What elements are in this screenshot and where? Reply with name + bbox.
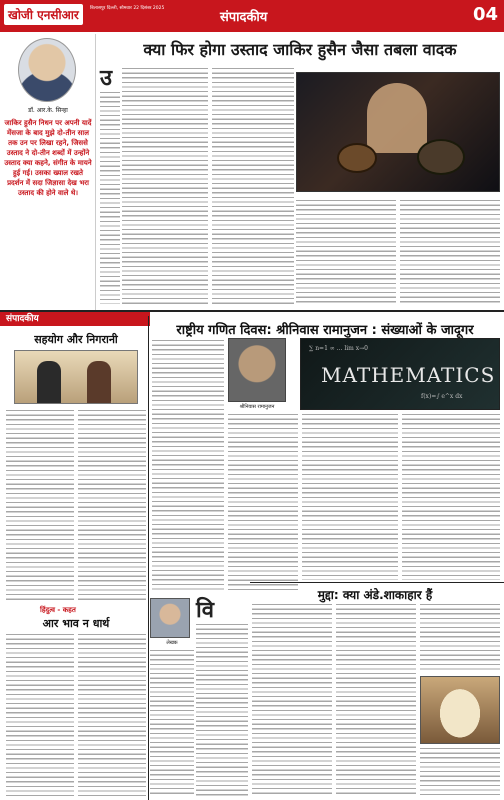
main-column-1b (100, 92, 120, 304)
ramanujan-photo-caption: श्रीनिवास रामानुजन (239, 404, 275, 410)
main-column-2 (212, 68, 294, 304)
main-column-1 (122, 68, 208, 304)
egg-photo (420, 676, 500, 744)
money-col-3 (336, 604, 416, 796)
equation-bottom: f(x)=∫ e^x dx (421, 393, 463, 400)
ramanujan-headline: राष्ट्रीय गणित दिवस: श्रीनिवास रामानुजन : संख्याओं के जादूगर (176, 323, 474, 338)
ramanujan-photo (228, 338, 286, 402)
money-col-2 (252, 604, 332, 796)
date-line: बिलासपुर दिल्ली, सोमवार 22 दिसंबर 2025 (90, 6, 165, 11)
main-dropcap: उ (100, 66, 113, 91)
main-column-4 (400, 200, 500, 304)
newspaper-logo: खोजी एनसीआर (4, 4, 83, 25)
poem-tag: हिंदुत्व - कहत (40, 606, 76, 614)
mathematics-image (300, 338, 500, 410)
ramanujan-col-3 (302, 414, 398, 580)
tabla-player-photo (296, 72, 500, 192)
ramanujan-col-1 (152, 340, 224, 590)
money-headline: मुद्दा: क्या अंडे.शाकाहार हैं (317, 588, 433, 602)
money-col-1 (196, 624, 248, 796)
columnist-small-caption: लेखक (166, 640, 178, 646)
ramanujan-col-4 (402, 414, 500, 580)
editorial-tag: संपादकीय (0, 312, 150, 326)
page-number: 04 (472, 4, 498, 25)
mathematics-word: MATHEMATICS (321, 363, 496, 387)
editorial-col-2 (78, 410, 146, 600)
money-col-0 (150, 650, 194, 796)
author-photo (18, 38, 76, 102)
masthead (0, 0, 504, 32)
editorial-col-1 (6, 410, 74, 600)
equation-top: ∑ n=1 ∞ ... lim x→0 (309, 345, 369, 352)
money-col-4 (420, 604, 500, 672)
second-dropcap: वि (196, 598, 214, 623)
main-headline: क्या फिर होगा उस्ताद जाकिर हुसैन जैसा तबला वादक (143, 40, 457, 59)
author-name: डॉ. आर.के. सिन्हा (28, 107, 68, 114)
editorial-headline: सहयोग और निगरानी (34, 333, 118, 346)
money-divider (250, 582, 504, 583)
main-column-3 (296, 200, 396, 304)
columnist-small-photo (150, 598, 190, 638)
section-title: संपादकीय (220, 10, 268, 25)
poem-col-1 (6, 634, 74, 796)
poem-headline: आर भाव न धार्थ (42, 617, 110, 630)
money-col-5 (420, 748, 500, 796)
poem-col-2 (78, 634, 146, 796)
pull-quote: जाकिर हुसैन निधन पर अपनी यादें मेंसजा के बाद मुझे दो-तीन साल तक उन पर लिखा रहने, जिससे उस्ताद ने दो-तीन शब्दों में उन्होंने उस्ताद क्या कहने, संगीत के मायने हुई गई। उसका ख्याल रखते प्रदर्शन में सदा जिज्ञासा देख भरा उस्ताद की होने वाले थे। (4, 119, 92, 197)
columnist-sidebar (0, 34, 96, 310)
column-divider (148, 316, 149, 800)
ramanujan-col-2 (228, 414, 298, 590)
editorial-photo (14, 350, 138, 404)
